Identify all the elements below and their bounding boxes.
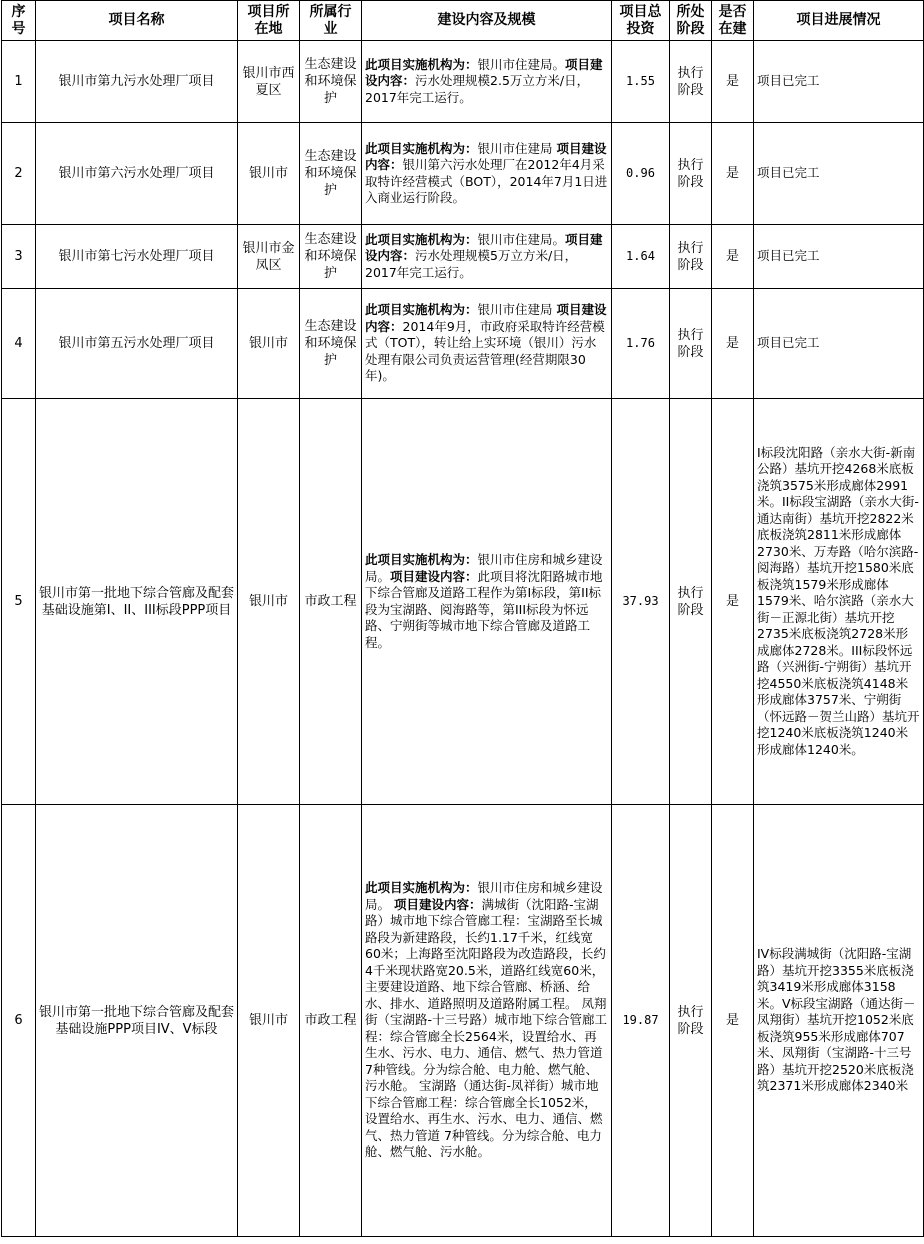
header-progress: 项目进展情况 [754,1,924,41]
cell-name: 银川市第五污水处理厂项目 [36,289,238,399]
cell-seq: 6 [2,805,36,1237]
cell-industry: 市政工程 [300,805,362,1237]
cell-progress: I标段沈阳路（亲水大街-新南公路）基坑开挖4268米底板浇筑3575米形成廊体2991米。II标段宝湖路（亲水大街-通达南街）基坑开挖2822米底板浇筑2811米形成廊体2730米、万寿路（哈尔滨路-阅海路）基坑开挖1580米底板浇筑1579米形成廊体1579米、哈尔滨路（亲水大街－正源北街）基坑开挖2735米底板浇筑2728米形成廊体2728米。III标段怀远路（兴洲街-宁朔街）基坑开挖4550米底板浇筑4148米形成廊体3757米、宁朔街（怀远路－贺兰山路）基坑开挖1240米底板浇筑1240米形成廊体1240米。 [754,399,924,805]
table-row [2,805,924,1237]
header-location: 项目所在地 [238,1,300,41]
project-table [1,0,924,1237]
header-name: 项目名称 [36,1,238,41]
cell-under-construction: 是 [712,289,754,399]
cell-name: 银川市第一批地下综合管廊及配套基础设施第I、II、III标段PPP项目 [36,399,238,805]
content-label: 项目建设内容： [365,140,607,172]
cell-industry: 生态建设和环境保护 [300,123,362,225]
cell-content [362,805,612,1237]
cell-under-construction: 是 [712,225,754,289]
content-label: 此项目实施机构为： [365,880,478,896]
cell-under-construction: 是 [712,399,754,805]
content-text: 污水处理规模2.5万立方米/日，2017年完工运行。 [365,73,590,105]
content-text: 银川市住建局 [477,140,553,156]
cell-progress: 项目已完工 [754,123,924,225]
cell-investment: 1.64 [612,225,670,289]
table-row [2,225,924,289]
cell-under-construction: 是 [712,805,754,1237]
cell-name: 银川市第七污水处理厂项目 [36,225,238,289]
cell-under-construction: 是 [712,41,754,123]
content-label: 项目建设内容： [365,302,607,334]
content-text: 2014年9月，市政府采取特许经营模式（TOT），转让给上实环境（银川）污水处理有限公司负责运营管理(经营期限30年)。 [365,318,605,384]
cell-investment: 19.87 [612,805,670,1237]
cell-investment: 0.96 [612,123,670,225]
content-text: 银川市住房和城乡建设局。 [365,552,603,584]
content-label: 此项目实施机构为： [365,552,478,567]
content-text: 银川市住建局 [477,302,553,318]
cell-stage: 执行阶段 [670,805,712,1237]
cell-investment: 1.55 [612,41,670,123]
cell-seq: 3 [2,225,36,289]
cell-name: 银川市第九污水处理厂项目 [36,41,238,123]
header-under-construction: 是否在建 [712,1,754,41]
cell-content [362,41,612,123]
content-text: 银川市住建局。 [477,56,566,72]
cell-progress: IV标段满城街（沈阳路-宝湖路）基坑开挖3355米底板浇筑3419米形成廊体3158米。V标段宝湖路（通达街－凤翔街）基坑开挖1052米底板浇筑955米形成廊体707米、凤翔街（宝湖路-十三号路）基坑开挖2520米底板浇筑2371米形成廊体2340米 [754,805,924,1237]
content-text: 银川第六污水处理厂在2012年4月采取特许经营模式（BOT），2014年7月1日进入商业运行阶段。 [365,157,608,205]
content-label: 此项目实施机构为： [365,140,478,156]
content-text: 污水处理规模5万立方米/日，2017年完工运行。 [365,248,578,280]
content-label: 项目建设内容： [365,231,603,264]
header-seq: 序号 [2,1,36,41]
cell-content [362,123,612,225]
cell-content [362,399,612,805]
content-label: 此项目实施机构为： [365,56,478,72]
header-row [2,1,924,41]
cell-under-construction: 是 [712,123,754,225]
content-text: 此项目将沈阳路城市地下综合管廊及道路工程作为第I标段，第II标段为宝湖路、阅海路等，第III标段为怀远路、宁朔街等城市地下综合管廊及道路工程。 [365,568,603,650]
cell-industry: 生态建设和环境保护 [300,225,362,289]
cell-content [362,289,612,399]
cell-industry: 生态建设和环境保护 [300,289,362,399]
cell-progress: 项目已完工 [754,41,924,123]
content-text: 银川市住建局。 [477,231,566,247]
content-text: 满城街（沈阳路-宝湖路）城市地下综合管廊工程：宝湖路至长城路段为新建路段，长约1.17千米，红线宽60米；上海路至沈阳路段为改造路段，长约4千米现状路宽20.5米，道路红线宽60米，主要建设道路、地下综合管廊、桥涵、给水、排水、道路照明及道路附属工程。 凤翔街（宝湖路-十三号路）城市地下综合管廊工程：综合管廊全长2564米，设置给水、再生水、污水、电力、通信、燃气、热力管道 7种管线。分为综合舱、电力舱、燃气舱、污水舱。 宝湖路（通达街-凤祥街）城市地下综合管廊工程：综合管廊全长1052米，设置给水、再生水、污水、电力、通信、燃气、热力管道 7种管线。分为综合舱、电力舱、燃气舱、污水舱。 [365,896,608,1160]
cell-seq: 1 [2,41,36,123]
cell-seq: 4 [2,289,36,399]
content-label: 项目建设内容： [365,56,603,89]
cell-progress: 项目已完工 [754,225,924,289]
cell-location: 银川市金凤区 [238,225,300,289]
cell-investment: 1.76 [612,289,670,399]
table-row [2,41,924,123]
cell-location: 银川市西夏区 [238,41,300,123]
cell-stage: 执行阶段 [670,289,712,399]
cell-location: 银川市 [238,289,300,399]
cell-location: 银川市 [238,123,300,225]
content-label: 此项目实施机构为： [365,231,478,247]
content-label: 项目建设内容： [390,568,478,584]
header-stage: 所处阶段 [670,1,712,41]
cell-stage: 执行阶段 [670,123,712,225]
content-label: 此项目实施机构为： [365,302,478,318]
cell-location: 银川市 [238,805,300,1237]
cell-industry: 生态建设和环境保护 [300,41,362,123]
content-text: 银川市住房和城乡建设局。 [365,880,603,912]
cell-seq: 5 [2,399,36,805]
table-row [2,289,924,399]
cell-industry: 市政工程 [300,399,362,805]
table-row [2,123,924,225]
header-industry: 所属行业 [300,1,362,41]
content-label: 项目建设内容： [394,896,482,912]
cell-content [362,225,612,289]
cell-progress: 项目已完工 [754,289,924,399]
header-investment: 项目总投资 [612,1,670,41]
cell-stage: 执行阶段 [670,41,712,123]
header-content: 建设内容及规模 [362,1,612,41]
cell-stage: 执行阶段 [670,225,712,289]
cell-seq: 2 [2,123,36,225]
cell-name: 银川市第一批地下综合管廊及配套基础设施PPP项目IV、V标段 [36,805,238,1237]
cell-name: 银川市第六污水处理厂项目 [36,123,238,225]
cell-location: 银川市 [238,399,300,805]
cell-stage: 执行阶段 [670,399,712,805]
cell-investment: 37.93 [612,399,670,805]
table-row [2,399,924,805]
